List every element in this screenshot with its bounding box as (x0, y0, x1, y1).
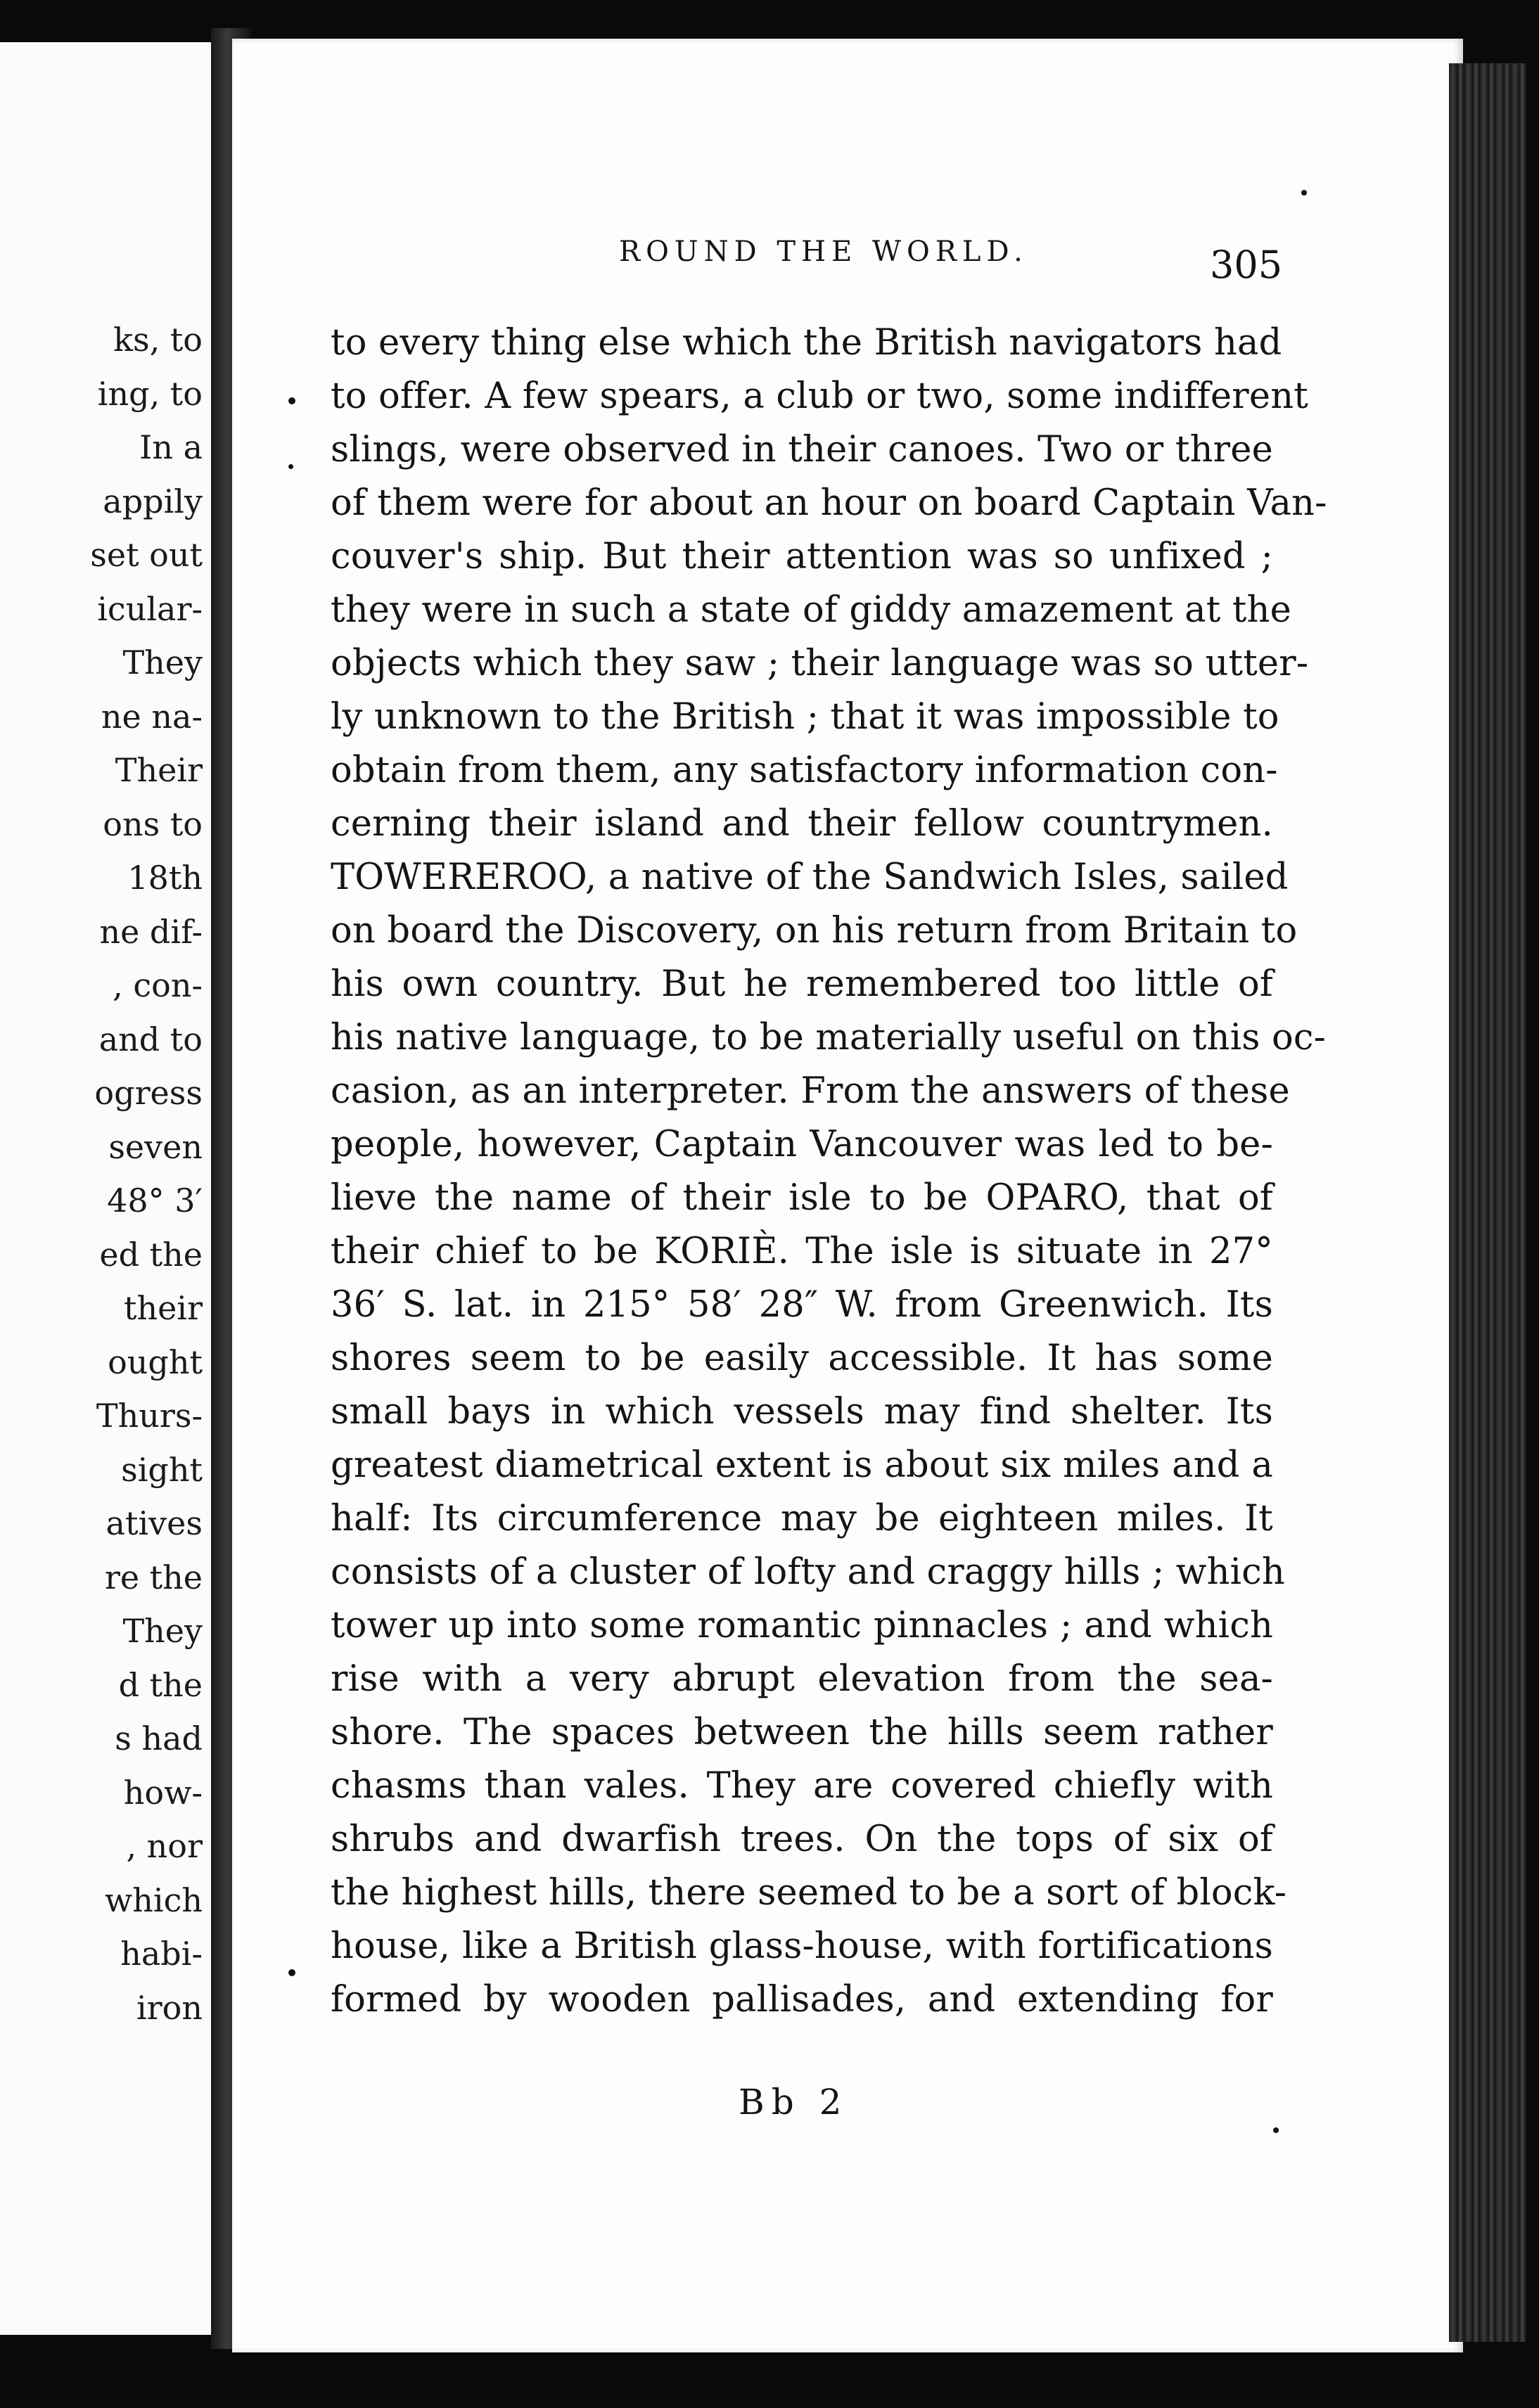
facing-page-line: ed the (99, 1235, 203, 1274)
facing-page-line: d the (118, 1665, 203, 1704)
text-line: tower up into some romantic pinnacles ; and which (331, 1605, 1273, 1646)
facing-page-line: ne na- (101, 697, 203, 736)
facing-page-line: how- (123, 1773, 203, 1812)
facing-page-line: icular- (97, 589, 203, 628)
margin-speck (288, 464, 293, 469)
page-number: 305 (1210, 243, 1283, 287)
signature-mark: Bb 2 (739, 2082, 849, 2122)
facing-page (0, 42, 217, 2335)
facing-page-line: ons to (103, 805, 203, 843)
facing-page-line: ought (108, 1343, 203, 1381)
facing-page-line: and to (98, 1020, 203, 1058)
facing-page-line: They (122, 1612, 203, 1650)
text-line: they were in such a state of giddy amazement at the (331, 589, 1291, 631)
text-line: rise with a very abrupt elevation from the sea- (331, 1658, 1273, 1700)
text-line: people, however, Captain Vancouver was led to be- (331, 1124, 1273, 1165)
text-line: ly unknown to the British ; that it was impossible to (331, 696, 1279, 738)
facing-page-line: ogress (94, 1074, 203, 1112)
margin-speck (288, 1969, 295, 1976)
text-line: slings, were observed in their canoes. Two or three (331, 429, 1273, 470)
margin-speck (288, 397, 295, 404)
text-line: TOWEREROO, a native of the Sandwich Isles, sailed (331, 857, 1289, 898)
text-line: consists of a cluster of lofty and craggy hills ; which (331, 1551, 1285, 1593)
facing-page-line: re the (104, 1558, 203, 1596)
text-line: of them were for about an hour on board Captain Van- (331, 482, 1327, 524)
text-line: greatest diametrical extent is about six miles and a (331, 1445, 1273, 1486)
facing-page-line: appily (103, 482, 203, 520)
text-line: his native language, to be materially useful on this oc- (331, 1017, 1327, 1058)
facing-page-line: , nor (126, 1827, 203, 1865)
text-line: small bays in which vessels may find shelter. Its (331, 1391, 1273, 1433)
text-line: lieve the name of their isle to be OPARO, that of (331, 1177, 1273, 1219)
text-line: to every thing else which the British navigators had (331, 322, 1282, 364)
facing-page-line: iron (136, 1988, 203, 2027)
facing-page-line: 48° 3′ (107, 1181, 203, 1219)
text-line: 36′ S. lat. in 215° 58′ 28″ W. from Greenwich. Its (331, 1284, 1273, 1326)
facing-page-line: They (122, 643, 203, 681)
margin-speck (1273, 2127, 1279, 2133)
text-line: obtain from them, any satisfactory information con- (331, 750, 1278, 791)
facing-page-line: their (123, 1289, 203, 1327)
text-line: formed by wooden pallisades, and extending for (331, 1979, 1273, 2020)
facing-page-line: , con- (113, 966, 203, 1004)
text-line: on board the Discovery, on his return from Britain to (331, 910, 1298, 952)
facing-page-line: ne dif- (99, 912, 203, 951)
facing-page-line: ks, to (113, 321, 203, 359)
text-line: cerning their island and their fellow countrymen. (331, 803, 1273, 845)
text-line: their chief to be KORIÈ. The isle is situate in 27° (331, 1231, 1273, 1272)
text-line: chasms than vales. They are covered chiefly with (331, 1765, 1273, 1807)
text-line: objects which they saw ; their language was so utter- (331, 643, 1309, 684)
text-line: shore. The spaces between the hills seem rather (331, 1712, 1273, 1753)
text-line: his own country. But he remembered too little of (331, 963, 1273, 1005)
text-line: half: Its circumference may be eighteen miles. It (331, 1498, 1273, 1539)
running-head: ROUND THE WORLD. (619, 236, 1028, 268)
text-line: shrubs and dwarfish trees. On the tops of six of (331, 1819, 1273, 1860)
facing-page-line: ing, to (97, 374, 203, 413)
text-line: shores seem to be easily accessible. It has some (331, 1338, 1273, 1379)
facing-page-line: Thurs- (96, 1397, 203, 1435)
facing-page-line: habi- (120, 1935, 203, 1973)
margin-speck (1301, 190, 1307, 196)
facing-page-line: In a (139, 428, 203, 466)
facing-page-line: s had (115, 1719, 203, 1757)
facing-page-line: Their (115, 751, 203, 789)
text-line: couver's ship. But their attention was so unfixed ; (331, 536, 1273, 577)
body-text (331, 316, 1327, 2027)
facing-page-line: set out (90, 536, 203, 574)
facing-page-line: which (104, 1881, 203, 1919)
text-line: casion, as an interpreter. From the answers of these (331, 1070, 1290, 1112)
text-line: house, like a British glass-house, with fortifications (331, 1926, 1273, 1967)
facing-page-line: sight (121, 1450, 203, 1489)
text-line: the highest hills, there seemed to be a sort of block- (331, 1872, 1287, 1914)
facing-page-line: 18th (127, 859, 203, 897)
facing-page-line: atives (106, 1504, 203, 1542)
facing-page-line: seven (108, 1127, 203, 1166)
text-line: to offer. A few spears, a club or two, some indifferent (331, 376, 1308, 417)
page-edges (1449, 63, 1526, 2342)
